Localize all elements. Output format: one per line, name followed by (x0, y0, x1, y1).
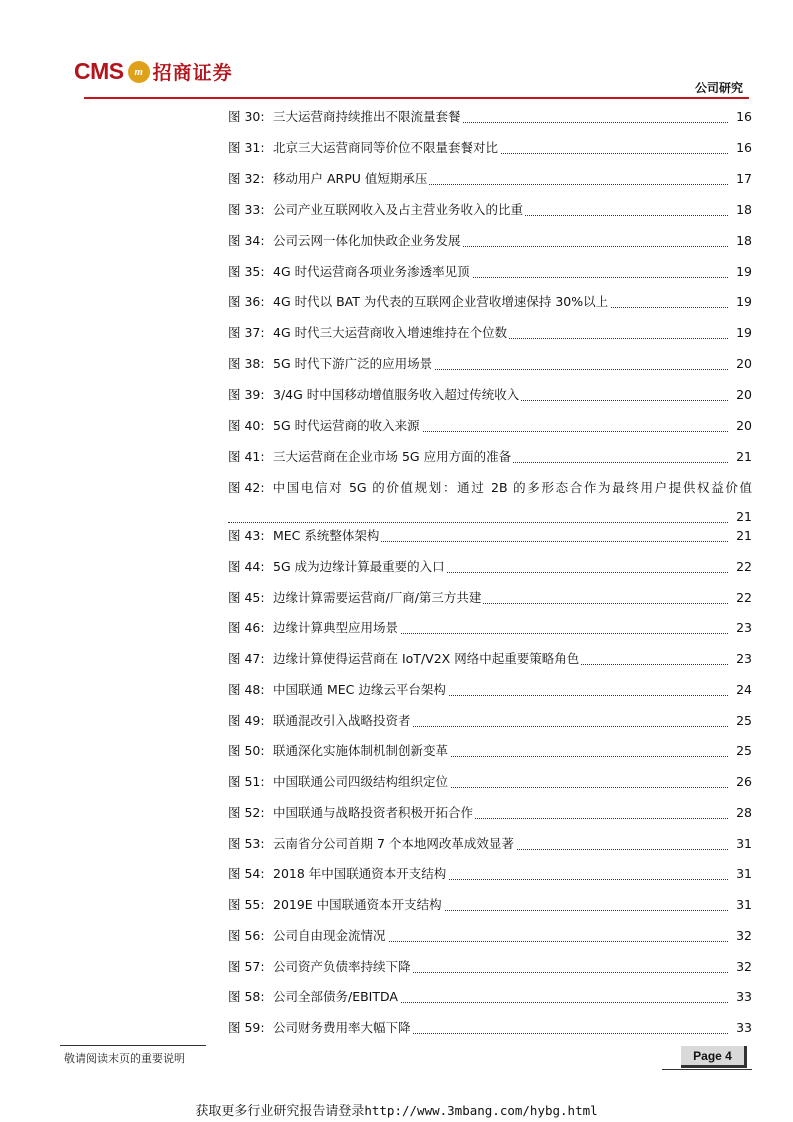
toc-entry-label: 图 52: (228, 804, 265, 820)
toc-entry-label: 图 59: (228, 1020, 265, 1035)
toc-entry-page: 19 (736, 263, 752, 279)
toc-entry-title: 2018 年中国联通资本开支结构 (273, 866, 447, 882)
toc-entry-label: 图 38: (228, 356, 265, 372)
page-number-rule (662, 1069, 752, 1070)
toc-entry-page: 17 (736, 170, 752, 186)
toc-entry[interactable] (228, 680, 752, 700)
toc-entry-label: 图 50: (228, 743, 265, 759)
toc-entry-title: 5G 时代下游广泛的应用场景 (273, 356, 433, 372)
toc-entry-page: 31 (736, 866, 752, 882)
toc-entry-label: 图 57: (228, 958, 265, 974)
toc-entry-title: MEC 系统整体架构 (273, 528, 380, 543)
toc-entry-label: 图 32: (228, 170, 265, 186)
toc-entry[interactable] (228, 864, 752, 884)
bottom-promo (0, 1100, 793, 1119)
toc-entry[interactable] (228, 323, 752, 343)
toc-entry-page: 21 (736, 448, 752, 464)
toc-entry-page: 18 (736, 232, 752, 248)
toc-entry[interactable] (228, 447, 752, 467)
toc-entry[interactable] (228, 557, 752, 577)
toc-entry[interactable] (228, 526, 752, 546)
toc-entry-title: 中国联通 MEC 边缘云平台架构 (273, 681, 446, 697)
toc-entry-title: 4G 时代以 BAT 为代表的互联网企业营收增速保持 30%以上 (273, 294, 609, 310)
toc-entry-title: 公司自由现金流情况 (273, 927, 386, 943)
toc-entry[interactable] (228, 107, 752, 127)
report-type: 公司研究 (694, 81, 743, 95)
toc-entry-label: 图 58: (228, 989, 265, 1005)
toc-entry-title: 移动用户 ARPU 值短期承压 (273, 170, 428, 186)
toc-entry-title: 三大运营商在企业市场 5G 应用方面的准备 (273, 448, 512, 464)
toc-entry-title: 公司资产负债率持续下降 (273, 958, 411, 974)
toc-entry-label: 图 53: (228, 835, 265, 851)
toc-entry-wrapped[interactable] (228, 478, 752, 527)
toc-entry-title: 公司产业互联网收入及占主营业务收入的比重 (273, 201, 524, 217)
toc-entry[interactable] (228, 741, 752, 761)
toc-entry-label: 图 35: (228, 263, 265, 279)
toc-entry-title: 北京三大运营商同等价位不限量套餐对比 (273, 139, 499, 155)
toc-entry-page: 24 (736, 681, 752, 697)
toc-entry-page: 28 (736, 804, 752, 820)
toc-entry-title: 公司云网一体化加快政企业务发展 (273, 232, 461, 248)
page-number: Page 4 (681, 1046, 747, 1068)
toc-entry[interactable] (228, 138, 752, 158)
toc-entry-title: 三大运营商持续推出不限流量套餐 (273, 109, 461, 124)
toc-entry-title: 边缘计算使得运营商在 IoT/V2X 网络中起重要策略角色 (273, 651, 580, 666)
toc-entry[interactable] (228, 926, 752, 946)
toc-entry[interactable] (228, 649, 752, 669)
toc-entry-label: 图 49: (228, 712, 265, 728)
toc-entry-page: 22 (736, 589, 752, 605)
toc-entry-label: 图 51: (228, 774, 265, 789)
toc-entry-label: 图 39: (228, 387, 265, 403)
toc-entry-page: 33 (736, 989, 752, 1005)
toc-entry-title: 2019E 中国联通资本开支结构 (273, 897, 442, 912)
toc-entry-label: 图 31: (228, 139, 265, 155)
toc-entry-title: 公司全部债务/EBITDA (273, 989, 398, 1005)
toc-entry-label: 图 30: (228, 109, 265, 124)
toc-entry-label: 图 47: (228, 651, 265, 666)
toc-entry[interactable] (228, 895, 752, 915)
toc-entry[interactable] (228, 588, 752, 608)
toc-entry-page: 22 (736, 558, 752, 574)
toc-entry[interactable] (228, 262, 752, 282)
toc-entry-label: 图 42: (228, 479, 265, 495)
toc-entry-title: 边缘计算需要运营商/厂商/第三方共建 (273, 589, 482, 605)
toc-entry-page: 21 (736, 528, 752, 543)
logo-cms-text: CMS (74, 58, 124, 84)
company-logo (74, 58, 233, 85)
toc-entry-page: 19 (736, 294, 752, 310)
toc-entry-page: 25 (736, 712, 752, 728)
toc-entry[interactable] (228, 231, 752, 251)
toc-entry-label: 图 48: (228, 681, 265, 697)
toc-entry-label: 图 41: (228, 448, 265, 464)
toc-entry[interactable] (228, 834, 752, 854)
toc-entry-page: 20 (736, 356, 752, 372)
toc-entry-label: 图 56: (228, 927, 265, 943)
logo-chinese-name: 招商证券 (152, 62, 233, 84)
bottom-promo-text: 获取更多行业研究报告请登录 (195, 1104, 365, 1119)
toc-entry[interactable] (228, 169, 752, 189)
toc-entry[interactable] (228, 957, 752, 977)
toc-entry-title: 中国联通公司四级结构组织定位 (273, 774, 449, 789)
toc-entry[interactable] (228, 1018, 752, 1038)
toc-entry-page: 23 (736, 651, 752, 666)
toc-entry-label: 图 33: (228, 201, 265, 217)
toc-entry-title: 5G 成为边缘计算最重要的入口 (273, 558, 445, 574)
toc-leader-dots (228, 522, 728, 523)
page-header (0, 0, 793, 100)
footer-divider (60, 1045, 206, 1046)
header-divider (84, 97, 749, 99)
toc-entry-page: 21 (736, 508, 752, 524)
toc-entry-page: 20 (736, 418, 752, 433)
toc-entry-label: 图 40: (228, 418, 265, 433)
toc-entry-label: 图 34: (228, 232, 265, 248)
toc-entry-title: 联通混改引入战略投资者 (273, 712, 411, 728)
toc-entry-label: 图 46: (228, 620, 265, 636)
toc-entry-title: 云南省分公司首期 7 个本地网改革成效显著 (273, 835, 514, 851)
toc-entry-label: 图 45: (228, 589, 265, 605)
toc-entry-page: 33 (736, 1020, 752, 1035)
toc-entry-page: 25 (736, 743, 752, 759)
toc-entry-page: 26 (736, 774, 752, 789)
toc-entry-title: 公司财务费用率大幅下降 (273, 1020, 411, 1035)
toc-entry-label: 图 36: (228, 294, 265, 310)
toc-entry-title: 联通深化实施体制机制创新变革 (273, 743, 449, 759)
toc-entry[interactable] (228, 772, 752, 792)
toc-entry-label: 图 44: (228, 558, 265, 574)
disclaimer-note: 敬请阅读末页的重要说明 (64, 1052, 185, 1065)
toc-entry-title: 4G 时代运营商各项业务渗透率见顶 (273, 263, 470, 279)
toc-entry[interactable] (228, 200, 752, 220)
toc-entry-page: 16 (736, 139, 752, 155)
toc-entry-page: 16 (736, 109, 752, 124)
toc-entry-label: 图 55: (228, 897, 265, 912)
toc-entry-page: 32 (736, 958, 752, 974)
toc-entry-title: 中国电信对 5G 的价值规划：通过 2B 的多形态合作为最终用户提供权益价值 (272, 479, 752, 495)
toc-entry-title: 边缘计算典型应用场景 (273, 620, 399, 636)
toc-entry-page: 31 (736, 835, 752, 851)
toc-entry-label: 图 37: (228, 325, 265, 341)
toc-entry-title: 中国联通与战略投资者积极开拓合作 (273, 804, 474, 820)
toc-entry-label: 图 43: (228, 528, 265, 543)
toc-entry-page: 20 (736, 387, 752, 403)
toc-entry[interactable] (228, 416, 752, 436)
toc-entry-page: 19 (736, 325, 752, 341)
toc-entry[interactable] (228, 385, 752, 405)
toc-entry[interactable] (228, 803, 752, 823)
toc-entry-page: 32 (736, 927, 752, 943)
bottom-promo-link[interactable]: http://www.3mbang.com/hybg.html (364, 1103, 598, 1118)
toc-entry[interactable] (228, 987, 752, 1007)
toc-entry-title: 4G 时代三大运营商收入增速维持在个位数 (273, 325, 508, 341)
toc-entry[interactable] (228, 711, 752, 731)
toc-entry[interactable] (228, 618, 752, 638)
toc-entry-title: 3/4G 时中国移动增值服务收入超过传统收入 (273, 387, 520, 403)
toc-entry-page: 18 (736, 201, 752, 217)
toc-entry-page: 23 (736, 620, 752, 636)
toc-entry-title: 5G 时代运营商的收入来源 (273, 418, 420, 433)
logo-badge-icon: m (128, 61, 150, 83)
toc-entry[interactable] (228, 292, 752, 312)
toc-entry[interactable] (228, 354, 752, 374)
toc-entry-label: 图 54: (228, 866, 265, 882)
toc-entry-page: 31 (736, 897, 752, 912)
